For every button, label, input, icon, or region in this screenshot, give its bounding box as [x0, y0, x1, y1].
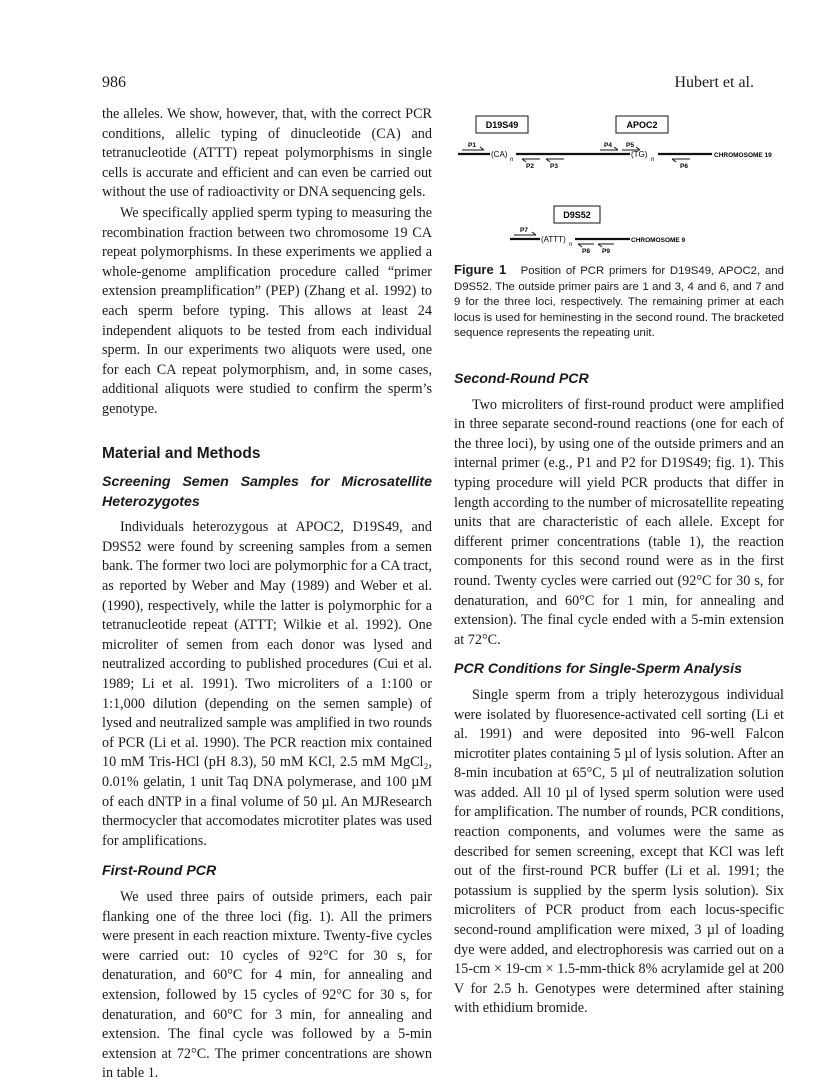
svg-text:P4: P4	[604, 142, 612, 149]
repeat-tg: (TG)	[631, 150, 648, 159]
svg-text:P1: P1	[468, 142, 476, 149]
svg-text:P8: P8	[582, 248, 590, 255]
svg-text:P7: P7	[520, 227, 528, 234]
right-column	[454, 370, 784, 1019]
left-column	[102, 105, 432, 1084]
page-number: 986	[102, 74, 126, 91]
repeat-ca-n: n	[510, 157, 514, 163]
primer-p3	[546, 159, 564, 170]
chromosome-19-label: CHROMOSOME 19	[714, 152, 772, 159]
svg-text:P9: P9	[602, 248, 610, 255]
figure-1-caption-text: Position of PCR primers for D19S49, APOC2, and D9S52. The outside primer pairs are 1 and 3, 4 and 6, and 7 and 9 for the three loci, respectively. The remaining primer at each locus is used for heminesting in the second round. The bracketed sequence represents the repeating unit.	[454, 265, 784, 340]
primer-p4	[600, 142, 618, 150]
repeat-attt-n: n	[569, 242, 573, 248]
primer-p8	[578, 244, 594, 255]
primer-p6	[672, 159, 690, 170]
figure-1-label: Figure 1	[454, 262, 507, 277]
svg-text:P6: P6	[680, 163, 688, 170]
paragraph-first-round: We used three pairs of outside primers, each pair flanking one of the three loci (fig. 1). All the primers were present in each reaction mixture. Twenty-five cycles were carried out: 10 cycles of 92°C for 30 s, for denaturation, and 60°C for 4 min, for annealing and extension, followed by 15 cycles of 92°C for 30 s, for denaturation, and 60°C for 3 min, for annealing and extension. The final cycle was followed by a 5-min extension at 72°C. The primer concentrations are shown in table 1.	[102, 888, 432, 1082]
subheading-second-round: Second-Round PCR	[454, 371, 589, 387]
subheading-single-sperm: PCR Conditions for Single-Sperm Analysis	[454, 661, 742, 678]
svg-text:P3: P3	[550, 163, 558, 170]
apoc2-label: APOC2	[626, 120, 658, 130]
figure-1-caption	[454, 262, 784, 342]
primer-p1	[462, 142, 484, 150]
running-head-authors: Hubert et al.	[674, 74, 754, 91]
svg-text:P5: P5	[626, 142, 634, 149]
primer-p9	[598, 244, 614, 255]
paragraph-sperm-typing: We specifically applied sperm typing to measuring the recombination fraction between two chromosome 19 CA repeat polymorphisms. In these experiments we applied a whole-genome amplification procedure called “primer extension preamplification” (PEP) (Zhang et al. 1992) to each sperm before typing. This allows at least 24 independent aliquots to be tested from each individual sperm. In our experiments two aliquots were used, one for each CA repeat polymorphism, and, in some cases, additional aliquots were studied to confirm the sperm’s genotype.	[102, 204, 432, 417]
paragraph-single-sperm: Single sperm from a triply heterozygous individual were isolated by fluoresence-activated cell sorting (Li et al. 1991) and were deposited into 96-well Falcon microtiter plates containing 5 µl of lysis solution. After an 8-min incubation at 65°C, 5 µl of neutralization solution was added. All 10 µl of lysed sperm solution were used for amplification. The number of rounds, PCR conditions, reaction components, and volumes were the same as described for semen screening, except that KCl was left out of the first-round PCR buffer (Li et al. 1991; the potassium is supplied by the sperm lysis solution). Six microliters of PCR product from each locus-specific second-round amplification were mixed, 3 µl of loading dye were added, and electrophoresis was carried out on a 15-cm × 19-cm × 1.5-mm-thick 8% acrylamide gel at 200 V for 2.5 h. Genotypes were determined after staining with ethidium bromide.	[454, 686, 784, 1017]
figure-1-primer-map	[454, 112, 784, 270]
subheading-screening: Screening Semen Samples for Microsatellite Heterozygotes	[102, 474, 432, 510]
d19s49-label: D19S49	[485, 120, 519, 130]
svg-text:P2: P2	[526, 163, 534, 170]
repeat-attt: (ATTT)	[541, 235, 566, 244]
repeat-ca: (CA)	[491, 150, 508, 159]
primer-p2	[522, 159, 540, 170]
subheading-first-round: First-Round PCR	[102, 863, 217, 880]
paragraph-second-round: Two microliters of first-round product were amplified in three separate second-round reactions (one for each of the three loci), by using one of the outside primers and an internal primer (e.g., P1 and P2 for D19S49; fig. 1). This typing procedure will yield PCR products that differ in length according to the number of microsatellite repeating units that are characteristic of each allele. Except for different primer concentrations (table 1), the reaction components for this second round were as in the first round. Twenty cycles were carried out (92°C for 30 s, for denaturation, and 60°C for 1 min, for annealing and extension). The final cycle ended with a 5-min extension at 72°C.	[454, 396, 784, 648]
section-heading-methods: Material and Methods	[102, 444, 261, 462]
repeat-tg-n: n	[651, 157, 655, 163]
d9s52-label: D9S52	[563, 210, 591, 220]
paragraph-screening: Individuals heterozygous at APOC2, D19S49, and D9S52 were found by screening samples from a semen bank. The former two loci are polymorphic for a CA tract, as reported by Weber and May (1989) and Weber et al. (1990), respectively, while the latter is polymorphic for a tetranucleotide repeat (ATTT; Wilkie et al. 1992). One microliter of semen from each donor was lysed and neutralized according to published procedures (Cui et al. 1989; Li et al. 1991). Two microliters of a 1:100 or 1:1,000 dilution (depending on the semen sample) of lysed and neutralized sample was amplified in two rounds of PCR (Li et al. 1990). The PCR reaction mix contained 10 mM Tris-HCl (pH 8.3), 50 mM KCl, 2.5 mM MgCl₂, 0.01% gelatin, 1 unit Taq DNA polymerase, and 100 µM of each dNTP in a final volume of 50 µl. An MJResearch thermocycler that accomodates microtiter plates was used for amplifications.	[102, 519, 432, 849]
paragraph-alleles: the alleles. We show, however, that, with the correct PCR conditions, allelic typing of dinucleotide (CA) and tetranucleotide (ATTT) repeat polymorphisms in single cells is accurate and efficient and can even be carried out without the use of radioactivity or DNA sequencing gels.	[102, 106, 432, 201]
primer-p7	[514, 227, 536, 235]
chromosome-9-label: CHROMOSOME 9	[631, 237, 686, 244]
